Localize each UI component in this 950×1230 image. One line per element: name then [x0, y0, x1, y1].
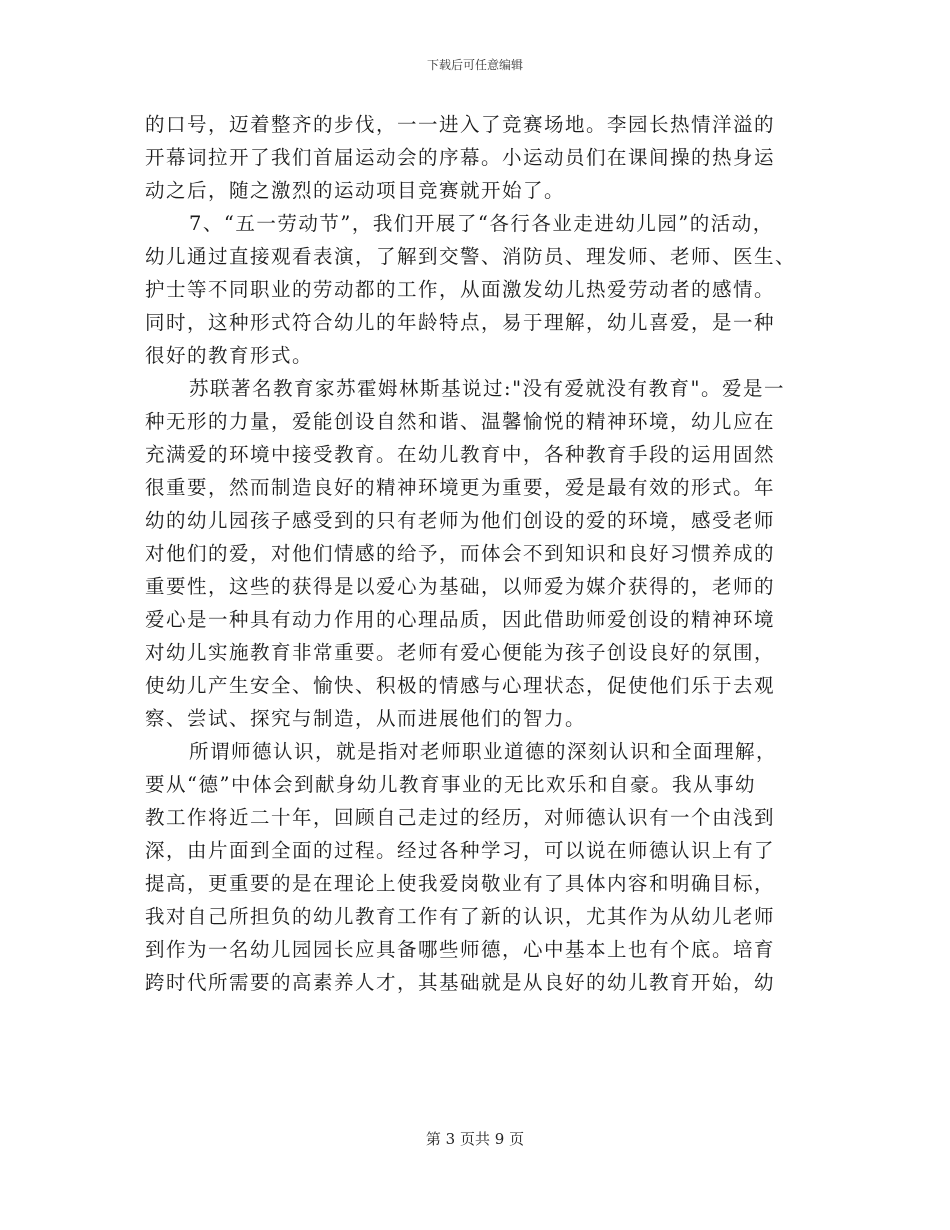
text-line: 教工作将近二十年，回顾自己走过的经历，对师德认识有一个由浅到	[145, 806, 776, 829]
text-line: 跨时代所需要的高素养人才，其基础就是从良好的幼儿教育开始，幼	[145, 971, 776, 994]
text-line: 我对自己所担负的幼儿教育工作有了新的认识，尤其作为从幼儿老师	[145, 905, 776, 928]
page-header: 下载后可任意编辑	[426, 58, 523, 72]
text-line: 深，由片面到全面的过程。经过各种学习，可以说在师德认识上有了	[145, 839, 776, 862]
paragraph-start-line: 苏联著名教育家苏霍姆林斯基说过:"没有爱就没有教育"。爱是一	[189, 377, 786, 400]
page-footer: 第 3 页共 9 页	[425, 1130, 525, 1148]
text-line: 很重要，然而制造良好的精神环境更为重要，爱是最有效的形式。年	[145, 476, 776, 499]
text-line: 提高，更重要的是在理论上使我爱岗敬业有了具体内容和明确目标，	[145, 872, 776, 895]
text-line: 动之后，随之激烈的运动项目竞赛就开始了。	[145, 179, 566, 202]
text-line: 察、尝试、探究与制造，从而进展他们的智力。	[145, 707, 587, 730]
text-line: 对幼儿实施教育非常重要。老师有爱心便能为孩子创设良好的氛围，	[145, 641, 776, 664]
paragraph-start-line: 所谓师德认识，就是指对老师职业道德的深刻认识和全面理解，	[189, 740, 778, 763]
text-line: 充满爱的环境中接受教育。在幼儿教育中，各种教育手段的运用固然	[145, 443, 776, 466]
text-line: 要从“德”中体会到献身幼儿教育事业的无比欢乐和自豪。我从事幼	[145, 773, 756, 796]
document-body	[145, 108, 805, 999]
text-line: 幼的幼儿园孩子感受到的只有老师为他们创设的爱的环境，感受老师	[145, 509, 776, 532]
text-line: 的口号，迈着整齐的步伐，一一进入了竞赛场地。李园长热情洋溢的	[145, 113, 776, 136]
text-line: 爱心是一种具有动力作用的心理品质，因此借助师爱创设的精神环境	[145, 608, 776, 631]
text-line: 对他们的爱，对他们情感的给予，而体会不到知识和良好习惯养成的	[145, 542, 776, 565]
text-line: 到作为一名幼儿园园长应具备哪些师德，心中基本上也有个底。培育	[145, 938, 776, 961]
text-line: 重要性，这些的获得是以爱心为基础，以师爱为媒介获得的，老师的	[145, 575, 776, 598]
text-line: 种无形的力量，爱能创设自然和谐、温馨愉悦的精神环境，幼儿应在	[145, 410, 776, 433]
text-line: 幼儿通过直接观看表演，了解到交警、消防员、理发师、老师、医生、	[145, 245, 797, 268]
text-line: 开幕词拉开了我们首届运动会的序幕。小运动员们在课间操的热身运	[145, 146, 776, 169]
paragraph-start-line: 7、“五一劳动节”，我们开展了“各行各业走进幼儿园”的活动，	[189, 212, 774, 235]
text-line: 同时，这种形式符合幼儿的年龄特点，易于理解，幼儿喜爱，是一种	[145, 311, 776, 334]
text-line: 很好的教育形式。	[145, 344, 314, 367]
text-line: 使幼儿产生安全、愉快、积极的情感与心理状态，促使他们乐于去观	[145, 674, 776, 697]
text-line: 护士等不同职业的劳动都的工作，从面激发幼儿热爱劳动者的感情。	[145, 278, 776, 301]
